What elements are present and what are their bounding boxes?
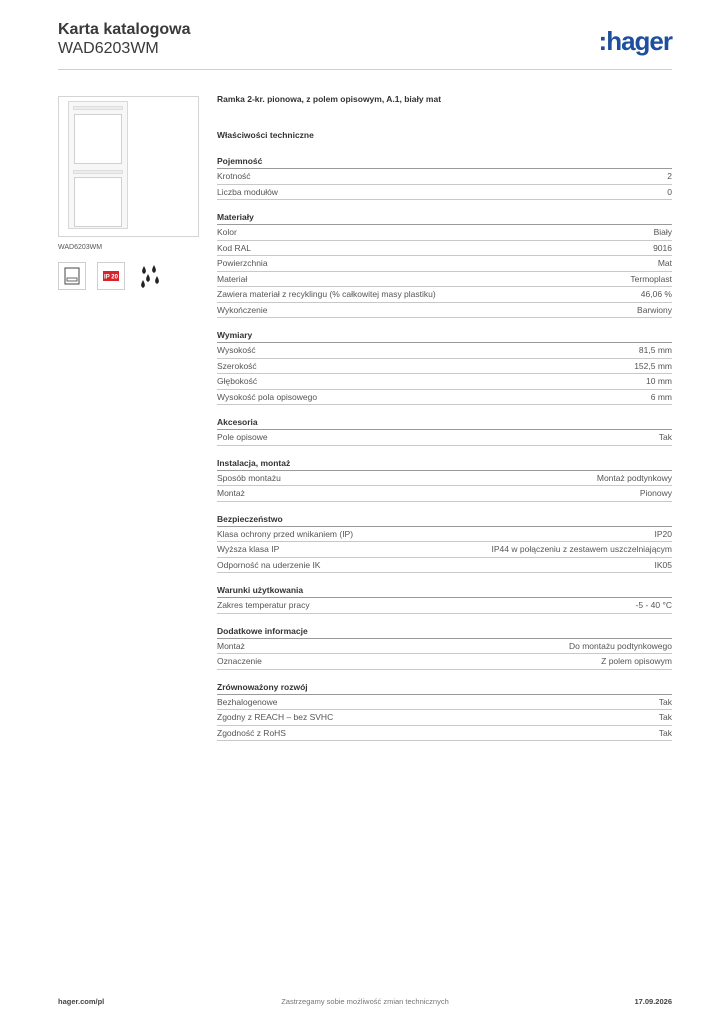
spec-label: Głębokość (217, 376, 258, 386)
section-title: Materiały (217, 210, 672, 225)
spec-label: Sposób montażu (217, 472, 281, 483)
spec-row (217, 471, 672, 487)
spec-row (217, 390, 672, 406)
spec-label: Krotność (217, 171, 251, 181)
spec-row (217, 343, 672, 359)
spec-section (217, 680, 672, 742)
spec-value: Biały (653, 227, 672, 237)
frame-description-icon (58, 262, 86, 290)
spec-row (217, 169, 672, 185)
spec-value: 46,06 % (640, 289, 672, 299)
spec-row (217, 374, 672, 390)
section-title: Akcesoria (217, 415, 672, 430)
spec-value: 6 mm (650, 391, 672, 402)
spec-value: Barwiony (637, 304, 672, 315)
section-title: Pojemność (217, 154, 672, 169)
spec-value: IK05 (654, 559, 672, 570)
spec-section (217, 512, 672, 574)
technical-sheet (217, 94, 672, 741)
spec-label: Bezhalogenowe (217, 696, 278, 707)
spec-row (217, 241, 672, 257)
section-title: Instalacja, montaż (217, 456, 672, 471)
spec-label: Zgodność z RoHS (217, 727, 286, 738)
product-image (58, 96, 199, 237)
description-field-bottom (73, 170, 123, 174)
spec-section (217, 154, 672, 200)
description-field-top (73, 106, 123, 110)
spec-label: Wykończenie (217, 304, 268, 315)
spec-row (217, 287, 672, 303)
spec-value: Do montażu podtynkowego (568, 640, 672, 651)
spec-row (217, 726, 672, 742)
spec-row (217, 430, 672, 446)
image-caption: WAD6203WM (58, 244, 103, 251)
spec-label: Montaż (217, 488, 245, 498)
spec-label: Pole opisowe (217, 432, 268, 442)
spec-row (217, 359, 672, 375)
frame-window-top (74, 114, 122, 164)
water-drops-icon (136, 262, 164, 290)
technical-properties-heading: Właściwości techniczne (217, 130, 314, 140)
spec-row (217, 303, 672, 319)
spec-value: Mat (657, 258, 672, 268)
product-description: Ramka 2-kr. pionowa, z polem opisowym, A.1, biały mat (217, 94, 442, 104)
spec-row (217, 225, 672, 241)
spec-label: Zgodny z REACH – bez SVHC (217, 712, 334, 722)
product-code: WAD6203WM (58, 40, 159, 57)
spec-label: Klasa ochrony przed wnikaniem (IP) (217, 528, 354, 539)
spec-value: Tak (658, 432, 672, 442)
spec-label: Materiał (217, 273, 248, 284)
spec-section (217, 624, 672, 670)
spec-value: 81,5 mm (638, 345, 672, 355)
section-title: Zrównoważony rozwój (217, 680, 672, 695)
spec-row (217, 486, 672, 502)
footer-date: 17.09.2026 (634, 997, 672, 1006)
spec-row (217, 695, 672, 711)
ip-rating-icon (97, 262, 125, 290)
spec-row (217, 527, 672, 543)
spec-row (217, 256, 672, 272)
spec-section (217, 583, 672, 614)
spec-sections (217, 154, 672, 741)
frame-window-bottom (74, 177, 122, 227)
spec-section (217, 210, 672, 318)
spec-value: IP20 (654, 528, 672, 539)
spec-label: Wyższa klasa IP (217, 544, 280, 554)
spec-value: 10 mm (646, 376, 672, 386)
spec-value: Tak (658, 727, 672, 738)
ip-rating-text: IP 20 (104, 274, 118, 281)
spec-section (217, 456, 672, 502)
spec-label: Kod RAL (217, 242, 252, 253)
spec-value: Montaż podtynkowy (596, 472, 672, 483)
spec-value: Tak (658, 696, 672, 707)
spec-label: Liczba modułów (217, 186, 278, 197)
spec-value: 152,5 mm (634, 360, 672, 371)
spec-label: Oznaczenie (217, 656, 262, 666)
spec-label: Odporność na uderzenie IK (217, 559, 321, 570)
spec-label: Wysokość (217, 345, 256, 355)
spec-label: Zakres temperatur pracy (217, 600, 310, 610)
spec-value: Tak (658, 712, 672, 722)
spec-value: 9016 (653, 242, 672, 253)
section-title: Dodatkowe informacje (217, 624, 672, 639)
spec-label: Szerokość (217, 360, 257, 371)
spec-row (217, 542, 672, 558)
hager-logo: :hager (598, 26, 672, 56)
spec-value: IP44 w połączeniu z zestawem uszczelniającym (491, 544, 672, 554)
spec-row (217, 710, 672, 726)
footer-website: hager.com/pl (58, 997, 105, 1006)
spec-value: -5 - 40 °C (635, 600, 672, 610)
frame-illustration (68, 101, 128, 229)
spec-value: Termoplast (630, 273, 672, 284)
section-title: Warunki użytkowania (217, 583, 672, 598)
page-footer (58, 997, 672, 1009)
footer-disclaimer: Zastrzegamy sobie możliwość zmian technicznych (281, 997, 449, 1006)
spec-row (217, 272, 672, 288)
spec-value: Z polem opisowym (601, 656, 672, 666)
spec-section (217, 328, 672, 405)
spec-label: Wysokość pola opisowego (217, 391, 318, 402)
section-title: Wymiary (217, 328, 672, 343)
spec-label: Montaż (217, 640, 245, 651)
spec-row (217, 654, 672, 670)
page-title: Karta katalogowa (58, 21, 191, 38)
spec-value: 0 (667, 186, 672, 197)
spec-row (217, 185, 672, 201)
spec-label: Kolor (217, 227, 237, 237)
spec-section (217, 415, 672, 446)
spec-row (217, 639, 672, 655)
spec-row (217, 598, 672, 614)
page-header (58, 21, 672, 70)
section-title: Bezpieczeństwo (217, 512, 672, 527)
spec-value: Pionowy (639, 488, 672, 498)
spec-label: Zawiera materiał z recyklingu (% całkowitej masy plastiku) (217, 289, 436, 299)
spec-label: Powierzchnia (217, 258, 268, 268)
spec-row (217, 558, 672, 574)
spec-value: 2 (667, 171, 672, 181)
